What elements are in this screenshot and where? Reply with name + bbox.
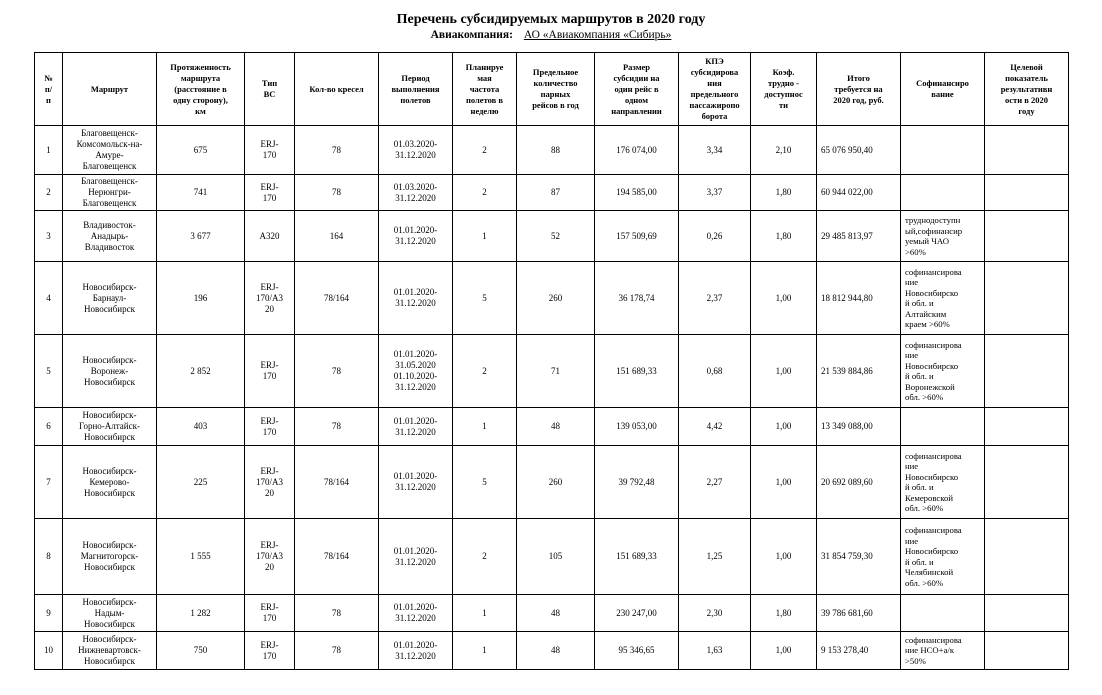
cell-route: Новосибирск- Кемерово- Новосибирск bbox=[63, 446, 157, 519]
cell-length: 1 555 bbox=[157, 519, 245, 595]
cell-number: 2 bbox=[35, 175, 63, 211]
cell-route: Благовещенск- Комсомольск-на- Амуре- Благовещенск bbox=[63, 126, 157, 175]
cell-number: 4 bbox=[35, 262, 63, 335]
cell-period: 01.01.2020- 31.12.2020 bbox=[379, 632, 453, 670]
cell-frequency: 1 bbox=[453, 595, 517, 632]
cell-kpe: 3,37 bbox=[679, 175, 751, 211]
cell-subsidy: 139 053,00 bbox=[595, 408, 679, 446]
cell-aircraft: ERJ- 170 bbox=[245, 175, 295, 211]
cell-flights: 71 bbox=[517, 335, 595, 408]
cell-target bbox=[985, 408, 1069, 446]
cell-subsidy: 36 178,74 bbox=[595, 262, 679, 335]
cell-frequency: 2 bbox=[453, 175, 517, 211]
cell-route: Новосибирск- Воронеж- Новосибирск bbox=[63, 335, 157, 408]
cell-total: 29 485 813,97 bbox=[817, 211, 901, 262]
col-cofinancing: Софинансиро вание bbox=[901, 53, 985, 126]
cell-target bbox=[985, 595, 1069, 632]
col-seats: Кол-во кресел bbox=[295, 53, 379, 126]
cell-total: 13 349 088,00 bbox=[817, 408, 901, 446]
col-aircraft: Тип ВС bbox=[245, 53, 295, 126]
cell-subsidy: 151 689,33 bbox=[595, 519, 679, 595]
cell-aircraft: ERJ- 170/A3 20 bbox=[245, 262, 295, 335]
cell-total: 65 076 950,40 bbox=[817, 126, 901, 175]
cell-kpe: 2,30 bbox=[679, 595, 751, 632]
cell-kpe: 2,37 bbox=[679, 262, 751, 335]
col-route: Маршрут bbox=[63, 53, 157, 126]
cell-kpe: 0,68 bbox=[679, 335, 751, 408]
table-row bbox=[35, 335, 1069, 408]
cell-period: 01.03.2020- 31.12.2020 bbox=[379, 175, 453, 211]
cell-aircraft: ERJ- 170 bbox=[245, 408, 295, 446]
cell-length: 3 677 bbox=[157, 211, 245, 262]
table-header-row bbox=[35, 53, 1069, 126]
cell-subsidy: 157 509,69 bbox=[595, 211, 679, 262]
cell-total: 31 854 759,30 bbox=[817, 519, 901, 595]
cell-kpe: 1,63 bbox=[679, 632, 751, 670]
cell-frequency: 1 bbox=[453, 408, 517, 446]
cell-coef: 1,00 bbox=[751, 262, 817, 335]
cell-number: 10 bbox=[35, 632, 63, 670]
cell-target bbox=[985, 126, 1069, 175]
cell-total: 18 812 944,80 bbox=[817, 262, 901, 335]
cell-coef: 2,10 bbox=[751, 126, 817, 175]
cell-total: 21 539 884,86 bbox=[817, 335, 901, 408]
cell-flights: 260 bbox=[517, 446, 595, 519]
cell-flights: 48 bbox=[517, 595, 595, 632]
cell-cofinancing: софинансирова ние Новосибирско й обл. и Воронежской обл. >60% bbox=[901, 335, 985, 408]
table-row bbox=[35, 211, 1069, 262]
cell-cofinancing: софинансирова ние Новосибирско й обл. и Алтайским краем >60% bbox=[901, 262, 985, 335]
cell-period: 01.01.2020- 31.12.2020 bbox=[379, 262, 453, 335]
cell-total: 60 944 022,00 bbox=[817, 175, 901, 211]
cell-route: Владивосток- Анадырь- Владивосток bbox=[63, 211, 157, 262]
cell-length: 2 852 bbox=[157, 335, 245, 408]
cell-flights: 52 bbox=[517, 211, 595, 262]
cell-kpe: 2,27 bbox=[679, 446, 751, 519]
cell-coef: 1,80 bbox=[751, 211, 817, 262]
col-subsidy: Размер субсидии на один рейс в одном направлении bbox=[595, 53, 679, 126]
cell-length: 196 bbox=[157, 262, 245, 335]
cell-subsidy: 230 247,00 bbox=[595, 595, 679, 632]
table-row bbox=[35, 446, 1069, 519]
cell-period: 01.01.2020- 31.05.2020 01.10.2020- 31.12.2020 bbox=[379, 335, 453, 408]
cell-period: 01.01.2020- 31.12.2020 bbox=[379, 446, 453, 519]
cell-aircraft: ERJ- 170/A3 20 bbox=[245, 519, 295, 595]
cell-target bbox=[985, 175, 1069, 211]
cell-seats: 78 bbox=[295, 335, 379, 408]
cell-subsidy: 39 792,48 bbox=[595, 446, 679, 519]
cell-number: 6 bbox=[35, 408, 63, 446]
airline-name: АО «Авиакомпания «Сибирь» bbox=[523, 29, 672, 41]
cell-total: 9 153 278,40 bbox=[817, 632, 901, 670]
cell-period: 01.01.2020- 31.12.2020 bbox=[379, 595, 453, 632]
cell-route: Новосибирск- Надым- Новосибирск bbox=[63, 595, 157, 632]
cell-cofinancing bbox=[901, 175, 985, 211]
cell-frequency: 2 bbox=[453, 519, 517, 595]
cell-kpe: 1,25 bbox=[679, 519, 751, 595]
col-target: Целевой показатель результативн ости в 2020 году bbox=[985, 53, 1069, 126]
cell-route: Новосибирск- Магнитогорск- Новосибирск bbox=[63, 519, 157, 595]
cell-route: Новосибирск- Горно-Алтайск- Новосибирск bbox=[63, 408, 157, 446]
cell-target bbox=[985, 335, 1069, 408]
cell-subsidy: 95 346,65 bbox=[595, 632, 679, 670]
cell-frequency: 2 bbox=[453, 335, 517, 408]
table-row bbox=[35, 175, 1069, 211]
cell-coef: 1,80 bbox=[751, 595, 817, 632]
cell-total: 20 692 089,60 bbox=[817, 446, 901, 519]
airline-line bbox=[0, 29, 1102, 41]
cell-target bbox=[985, 446, 1069, 519]
cell-seats: 164 bbox=[295, 211, 379, 262]
col-total: Итого требуется на 2020 год, руб. bbox=[817, 53, 901, 126]
cell-cofinancing: софинансирова ние Новосибирско й обл. и Кемеровской обл. >60% bbox=[901, 446, 985, 519]
routes-table bbox=[34, 52, 1069, 670]
airline-label: Авиакомпания: bbox=[430, 29, 513, 41]
cell-length: 1 282 bbox=[157, 595, 245, 632]
cell-target bbox=[985, 632, 1069, 670]
cell-aircraft: A320 bbox=[245, 211, 295, 262]
cell-seats: 78/164 bbox=[295, 262, 379, 335]
cell-period: 01.03.2020- 31.12.2020 bbox=[379, 126, 453, 175]
cell-number: 1 bbox=[35, 126, 63, 175]
cell-number: 9 bbox=[35, 595, 63, 632]
cell-seats: 78 bbox=[295, 595, 379, 632]
cell-length: 675 bbox=[157, 126, 245, 175]
cell-period: 01.01.2020- 31.12.2020 bbox=[379, 408, 453, 446]
cell-flights: 260 bbox=[517, 262, 595, 335]
cell-flights: 88 bbox=[517, 126, 595, 175]
col-period: Период выполнения полетов bbox=[379, 53, 453, 126]
cell-subsidy: 194 585,00 bbox=[595, 175, 679, 211]
table-row bbox=[35, 408, 1069, 446]
cell-number: 5 bbox=[35, 335, 63, 408]
cell-period: 01.01.2020- 31.12.2020 bbox=[379, 211, 453, 262]
table-row bbox=[35, 126, 1069, 175]
cell-coef: 1,00 bbox=[751, 632, 817, 670]
cell-cofinancing bbox=[901, 408, 985, 446]
table-row bbox=[35, 262, 1069, 335]
table-row bbox=[35, 519, 1069, 595]
cell-cofinancing: софинансирова ние НСО+а/к >50% bbox=[901, 632, 985, 670]
cell-number: 8 bbox=[35, 519, 63, 595]
cell-length: 750 bbox=[157, 632, 245, 670]
cell-route: Новосибирск- Нижневартовск- Новосибирск bbox=[63, 632, 157, 670]
cell-period: 01.01.2020- 31.12.2020 bbox=[379, 519, 453, 595]
cell-frequency: 1 bbox=[453, 211, 517, 262]
cell-seats: 78 bbox=[295, 126, 379, 175]
col-number: № п/ п bbox=[35, 53, 63, 126]
cell-total: 39 786 681,60 bbox=[817, 595, 901, 632]
cell-frequency: 5 bbox=[453, 262, 517, 335]
table-row bbox=[35, 595, 1069, 632]
cell-number: 7 bbox=[35, 446, 63, 519]
document-title: Перечень субсидируемых маршрутов в 2020 году bbox=[396, 12, 706, 27]
cell-coef: 1,00 bbox=[751, 519, 817, 595]
cell-aircraft: ERJ- 170 bbox=[245, 335, 295, 408]
cell-flights: 48 bbox=[517, 632, 595, 670]
col-frequency: Планируе мая частота полетов в неделю bbox=[453, 53, 517, 126]
cell-frequency: 5 bbox=[453, 446, 517, 519]
cell-length: 225 bbox=[157, 446, 245, 519]
cell-frequency: 1 bbox=[453, 632, 517, 670]
cell-cofinancing bbox=[901, 126, 985, 175]
table-row bbox=[35, 632, 1069, 670]
cell-flights: 87 bbox=[517, 175, 595, 211]
col-kpe: КПЭ субсидирова ния предельного пассажиропо борота bbox=[679, 53, 751, 126]
cell-kpe: 0,26 bbox=[679, 211, 751, 262]
cell-target bbox=[985, 262, 1069, 335]
col-flights: Предельное количество парных рейсов в год bbox=[517, 53, 595, 126]
cell-cofinancing: софинансирова ние Новосибирско й обл. и Челябинской обл. >60% bbox=[901, 519, 985, 595]
cell-aircraft: ERJ- 170 bbox=[245, 632, 295, 670]
cell-kpe: 4,42 bbox=[679, 408, 751, 446]
cell-subsidy: 151 689,33 bbox=[595, 335, 679, 408]
cell-seats: 78 bbox=[295, 408, 379, 446]
cell-frequency: 2 bbox=[453, 126, 517, 175]
cell-seats: 78 bbox=[295, 175, 379, 211]
cell-aircraft: ERJ- 170 bbox=[245, 595, 295, 632]
cell-coef: 1,00 bbox=[751, 335, 817, 408]
cell-target bbox=[985, 519, 1069, 595]
cell-length: 741 bbox=[157, 175, 245, 211]
cell-length: 403 bbox=[157, 408, 245, 446]
col-coef: Коэф. трудно - доступнос ти bbox=[751, 53, 817, 126]
cell-flights: 105 bbox=[517, 519, 595, 595]
cell-aircraft: ERJ- 170 bbox=[245, 126, 295, 175]
col-length: Протяженность маршрута (расстояние в одну сторону), км bbox=[157, 53, 245, 126]
cell-seats: 78/164 bbox=[295, 446, 379, 519]
cell-aircraft: ERJ- 170/A3 20 bbox=[245, 446, 295, 519]
cell-route: Благовещенск- Нерюнгри- Благовещенск bbox=[63, 175, 157, 211]
cell-seats: 78 bbox=[295, 632, 379, 670]
cell-coef: 1,00 bbox=[751, 446, 817, 519]
cell-coef: 1,00 bbox=[751, 408, 817, 446]
cell-cofinancing bbox=[901, 595, 985, 632]
cell-kpe: 3,34 bbox=[679, 126, 751, 175]
cell-subsidy: 176 074,00 bbox=[595, 126, 679, 175]
cell-cofinancing: труднодоступн ый,софинансир уемый ЧАО >60% bbox=[901, 211, 985, 262]
cell-coef: 1,80 bbox=[751, 175, 817, 211]
cell-route: Новосибирск- Барнаул- Новосибирск bbox=[63, 262, 157, 335]
cell-seats: 78/164 bbox=[295, 519, 379, 595]
cell-target bbox=[985, 211, 1069, 262]
cell-number: 3 bbox=[35, 211, 63, 262]
cell-flights: 48 bbox=[517, 408, 595, 446]
